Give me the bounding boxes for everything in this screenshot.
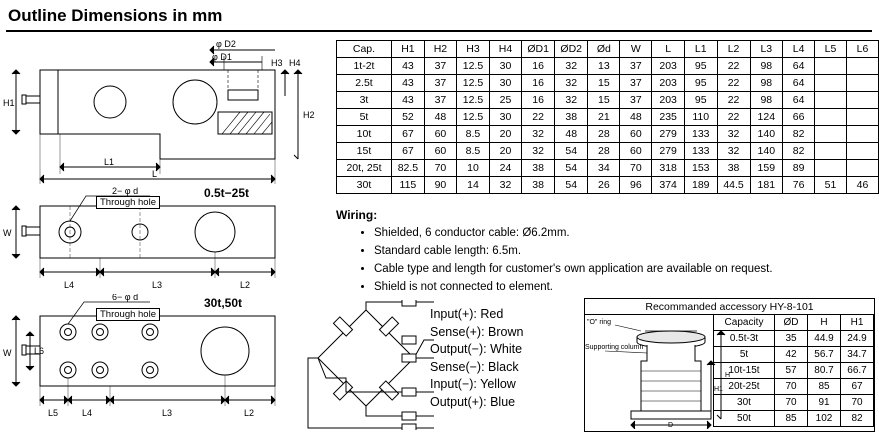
acc-label-d: D — [668, 422, 674, 429]
label-l: L — [152, 169, 158, 179]
acc-label-h: H — [725, 372, 731, 379]
cell: 318 — [652, 160, 685, 177]
acc-table-row — [714, 347, 874, 363]
cell — [815, 58, 847, 75]
acc-cell-capacity: 5t — [714, 347, 775, 363]
cell: 67 — [391, 126, 424, 143]
cell: 64 — [783, 75, 815, 92]
th-d: Ød — [588, 41, 620, 58]
cell: 54 — [555, 160, 588, 177]
th-d2: ØD2 — [555, 41, 588, 58]
acc-cell-capacity: 20t-25t — [714, 379, 775, 395]
cell: 14 — [457, 177, 490, 194]
th-h1: H1 — [391, 41, 424, 58]
cell: 67 — [391, 143, 424, 160]
acc-cell: 70 — [775, 379, 808, 395]
cell: 8.5 — [457, 143, 490, 160]
th-l2: L2 — [717, 41, 750, 58]
dimension-table — [336, 40, 879, 194]
label-l4-2: L4 — [82, 408, 93, 418]
cell — [846, 75, 878, 92]
th-w: W — [620, 41, 652, 58]
label-h2: H2 — [303, 110, 315, 120]
th-h4: H4 — [489, 41, 521, 58]
cell: 13 — [588, 58, 620, 75]
list-item: • Standard cable length: 6.5m. — [374, 242, 773, 260]
cell: 22 — [522, 109, 555, 126]
cell: 20 — [489, 143, 521, 160]
cell: 32 — [489, 177, 521, 194]
cell: 98 — [750, 75, 783, 92]
cell: 34 — [588, 160, 620, 177]
cell — [846, 92, 878, 109]
cell: 38 — [522, 160, 555, 177]
th-h2: H2 — [424, 41, 456, 58]
wire-label-input-plus: Input(+): Red — [430, 307, 504, 321]
acc-cell-capacity: 10t-15t — [714, 363, 775, 379]
cell: 51 — [815, 177, 847, 194]
table-row — [337, 75, 879, 92]
cell: 32 — [555, 58, 588, 75]
cell: 10 — [457, 160, 490, 177]
cell: 12.5 — [457, 75, 490, 92]
cell: 133 — [684, 126, 717, 143]
cell: 28 — [588, 126, 620, 143]
acc-table-row — [714, 411, 874, 427]
cell: 95 — [684, 92, 717, 109]
cell: 279 — [652, 126, 685, 143]
cell: 60 — [424, 126, 456, 143]
oring-label: "O" ring — [587, 319, 612, 326]
acc-table-row — [714, 363, 874, 379]
acc-header-row — [714, 315, 874, 331]
label-l6: L6 — [34, 346, 45, 356]
acc-cell: 85 — [808, 379, 841, 395]
cell: 38 — [717, 160, 750, 177]
acc-th-h1: H1 — [841, 315, 874, 331]
cell — [815, 75, 847, 92]
acc-cell: 44.9 — [808, 331, 841, 347]
cell: 124 — [750, 109, 783, 126]
wiring-list — [352, 224, 773, 296]
accessory-panel — [584, 298, 875, 432]
cell: 12.5 — [457, 109, 490, 126]
cell: 44.5 — [717, 177, 750, 194]
cell: 159 — [750, 160, 783, 177]
cell: 22 — [717, 75, 750, 92]
supporting-column-label: Supporting column — [585, 344, 644, 351]
cell: 16 — [522, 75, 555, 92]
cell: 95 — [684, 58, 717, 75]
label-h4: H4 — [289, 58, 301, 68]
cell: 32 — [717, 126, 750, 143]
acc-label-h1: H1 — [714, 386, 723, 393]
cell — [846, 109, 878, 126]
label-hole-count-2: 6− φ d — [112, 294, 139, 302]
cell: 140 — [750, 143, 783, 160]
th-l6: L6 — [846, 41, 878, 58]
cell: 30 — [489, 109, 521, 126]
table-row — [337, 177, 879, 194]
label-l3-2: L3 — [162, 408, 173, 418]
side-view-drawing — [0, 34, 330, 184]
cell: 32 — [717, 143, 750, 160]
cell: 26 — [588, 177, 620, 194]
cell: 89 — [783, 160, 815, 177]
cell: 90 — [424, 177, 456, 194]
cell: 110 — [684, 109, 717, 126]
cell: 66 — [783, 109, 815, 126]
acc-cell-capacity: 50t — [714, 411, 775, 427]
cell: 24 — [489, 160, 521, 177]
cell: 32 — [522, 126, 555, 143]
through-hole-callout-2: Through hole — [96, 308, 160, 321]
cell: 32 — [555, 75, 588, 92]
acc-cell: 57 — [775, 363, 808, 379]
label-l1: L1 — [104, 157, 115, 167]
cell — [815, 160, 847, 177]
cell: 60 — [620, 126, 652, 143]
wire-label-input-minus: Input(−): Yellow — [430, 377, 516, 392]
th-h3: H3 — [457, 41, 490, 58]
cell: 12.5 — [457, 58, 490, 75]
label-l2-2: L2 — [244, 408, 255, 418]
cell: 48 — [555, 126, 588, 143]
acc-cell: 82 — [841, 411, 874, 427]
th-cap: Cap. — [337, 41, 392, 58]
wheatstone-bridge-diagram — [306, 300, 436, 430]
cell: 48 — [424, 109, 456, 126]
cell-cap: 30t — [337, 177, 392, 194]
cell — [846, 126, 878, 143]
label-h3: H3 — [271, 58, 283, 68]
label-w-2: W — [3, 348, 12, 358]
th-l3: L3 — [750, 41, 783, 58]
label-hole-count: 2− φ d — [112, 186, 139, 196]
table-row — [337, 143, 879, 160]
top-view-1-drawing — [0, 184, 330, 294]
cell: 37 — [424, 75, 456, 92]
acc-cell-capacity: 0.5t-3t — [714, 331, 775, 347]
cell: 21 — [588, 109, 620, 126]
wire-color-labels — [430, 306, 523, 412]
cell: 28 — [588, 143, 620, 160]
acc-cell: 91 — [808, 395, 841, 411]
label-d1: φ D1 — [212, 52, 232, 62]
acc-cell: 34.7 — [841, 347, 874, 363]
cell: 15 — [588, 75, 620, 92]
table-row — [337, 126, 879, 143]
cell: 30 — [489, 58, 521, 75]
list-item: • Shielded, 6 conductor cable: Ø6.2mm. — [374, 224, 773, 242]
acc-cell: 70 — [775, 395, 808, 411]
list-item: • Cable type and length for customer's own application are available on request. — [374, 260, 773, 278]
list-item: • Shield is not connected to element. — [374, 278, 773, 296]
cell: 98 — [750, 58, 783, 75]
view3-caption: 30t,50t — [204, 296, 243, 310]
cell: 279 — [652, 143, 685, 160]
acc-table-row — [714, 379, 874, 395]
table-row — [337, 109, 879, 126]
label-l2: L2 — [240, 280, 251, 290]
acc-cell: 85 — [775, 411, 808, 427]
cell: 70 — [424, 160, 456, 177]
cell: 70 — [620, 160, 652, 177]
page-title: Outline Dimensions in mm — [8, 6, 223, 25]
acc-cell: 42 — [775, 347, 808, 363]
cell: 22 — [717, 92, 750, 109]
cell: 95 — [684, 75, 717, 92]
cell-cap: 1t-2t — [337, 58, 392, 75]
acc-th-d: ØD — [775, 315, 808, 331]
cell: 82 — [783, 143, 815, 160]
cell: 22 — [717, 58, 750, 75]
cell-cap: 15t — [337, 143, 392, 160]
cell: 20 — [489, 126, 521, 143]
cell: 32 — [555, 92, 588, 109]
cell: 37 — [620, 92, 652, 109]
acc-cell: 67 — [841, 379, 874, 395]
accessory-title: Recommanded accessory HY-8-101 — [585, 299, 874, 315]
wire-label-output-minus: Output(−): White — [430, 342, 523, 357]
cell: 140 — [750, 126, 783, 143]
acc-th-h: H — [808, 315, 841, 331]
label-w: W — [3, 228, 12, 238]
title-divider — [6, 30, 872, 32]
label-h1: H1 — [3, 98, 15, 108]
outline-drawings — [0, 34, 330, 433]
acc-cell: 80.7 — [808, 363, 841, 379]
wire-label-sense-plus: Sense(+): Brown — [430, 324, 524, 339]
through-hole-callout-1: Through hole — [96, 196, 160, 209]
cell-cap: 5t — [337, 109, 392, 126]
acc-table-row — [714, 331, 874, 347]
cell: 48 — [620, 109, 652, 126]
th-l5: L5 — [815, 41, 847, 58]
view2-caption: 0.5t−25t — [204, 186, 250, 200]
wire-label-sense-minus: Sense(−): Black — [430, 359, 519, 374]
label-l4: L4 — [64, 280, 75, 290]
cell: 12.5 — [457, 92, 490, 109]
top-view-2-drawing — [0, 294, 330, 439]
cell — [815, 92, 847, 109]
cell: 60 — [424, 143, 456, 160]
acc-cell-capacity: 30t — [714, 395, 775, 411]
cell: 115 — [391, 177, 424, 194]
cell-cap: 20t, 25t — [337, 160, 392, 177]
cell — [815, 143, 847, 160]
label-d2: φ D2 — [216, 39, 236, 49]
cell: 16 — [522, 58, 555, 75]
cell: 153 — [684, 160, 717, 177]
cell: 38 — [555, 109, 588, 126]
cell: 16 — [522, 92, 555, 109]
cell: 25 — [489, 92, 521, 109]
th-d1: ØD1 — [522, 41, 555, 58]
cell: 64 — [783, 58, 815, 75]
cell — [815, 126, 847, 143]
th-l1: L1 — [684, 41, 717, 58]
cell: 76 — [783, 177, 815, 194]
cell: 43 — [391, 75, 424, 92]
cell: 82 — [783, 126, 815, 143]
acc-cell: 24.9 — [841, 331, 874, 347]
cell: 37 — [620, 75, 652, 92]
cell — [846, 58, 878, 75]
cell: 98 — [750, 92, 783, 109]
cell: 15 — [588, 92, 620, 109]
cell: 96 — [620, 177, 652, 194]
cell: 43 — [391, 92, 424, 109]
acc-table-row — [714, 395, 874, 411]
cell: 133 — [684, 143, 717, 160]
cell-cap: 3t — [337, 92, 392, 109]
table-row — [337, 92, 879, 109]
cell: 37 — [424, 58, 456, 75]
cell: 52 — [391, 109, 424, 126]
cell — [846, 160, 878, 177]
cell: 37 — [424, 92, 456, 109]
cell: 32 — [522, 143, 555, 160]
cell: 43 — [391, 58, 424, 75]
acc-cell: 35 — [775, 331, 808, 347]
cell: 82.5 — [391, 160, 424, 177]
cell: 46 — [846, 177, 878, 194]
cell: 203 — [652, 92, 685, 109]
wiring-title: Wiring: — [336, 208, 378, 222]
cell: 8.5 — [457, 126, 490, 143]
th-l4: L4 — [783, 41, 815, 58]
cell-cap: 10t — [337, 126, 392, 143]
cell: 54 — [555, 177, 588, 194]
cell: 30 — [489, 75, 521, 92]
table-header-row — [337, 41, 879, 58]
label-l3: L3 — [152, 280, 163, 290]
cell — [815, 109, 847, 126]
cell: 235 — [652, 109, 685, 126]
cell: 181 — [750, 177, 783, 194]
cell: 54 — [555, 143, 588, 160]
cell: 22 — [717, 109, 750, 126]
table-row — [337, 160, 879, 177]
cell: 60 — [620, 143, 652, 160]
table-row — [337, 58, 879, 75]
cell: 189 — [684, 177, 717, 194]
cell: 38 — [522, 177, 555, 194]
label-l5: L5 — [48, 408, 59, 418]
cell: 203 — [652, 75, 685, 92]
accessory-table — [713, 314, 874, 427]
cell-cap: 2.5t — [337, 75, 392, 92]
cell: 37 — [620, 58, 652, 75]
acc-th-capacity: Capacity — [714, 315, 775, 331]
wire-label-output-plus: Output(+): Blue — [430, 394, 516, 409]
th-l: L — [652, 41, 685, 58]
acc-cell: 70 — [841, 395, 874, 411]
acc-cell: 102 — [808, 411, 841, 427]
acc-cell: 66.7 — [841, 363, 874, 379]
cell: 203 — [652, 58, 685, 75]
cell: 374 — [652, 177, 685, 194]
cell: 64 — [783, 92, 815, 109]
cell — [846, 143, 878, 160]
acc-cell: 56.7 — [808, 347, 841, 363]
